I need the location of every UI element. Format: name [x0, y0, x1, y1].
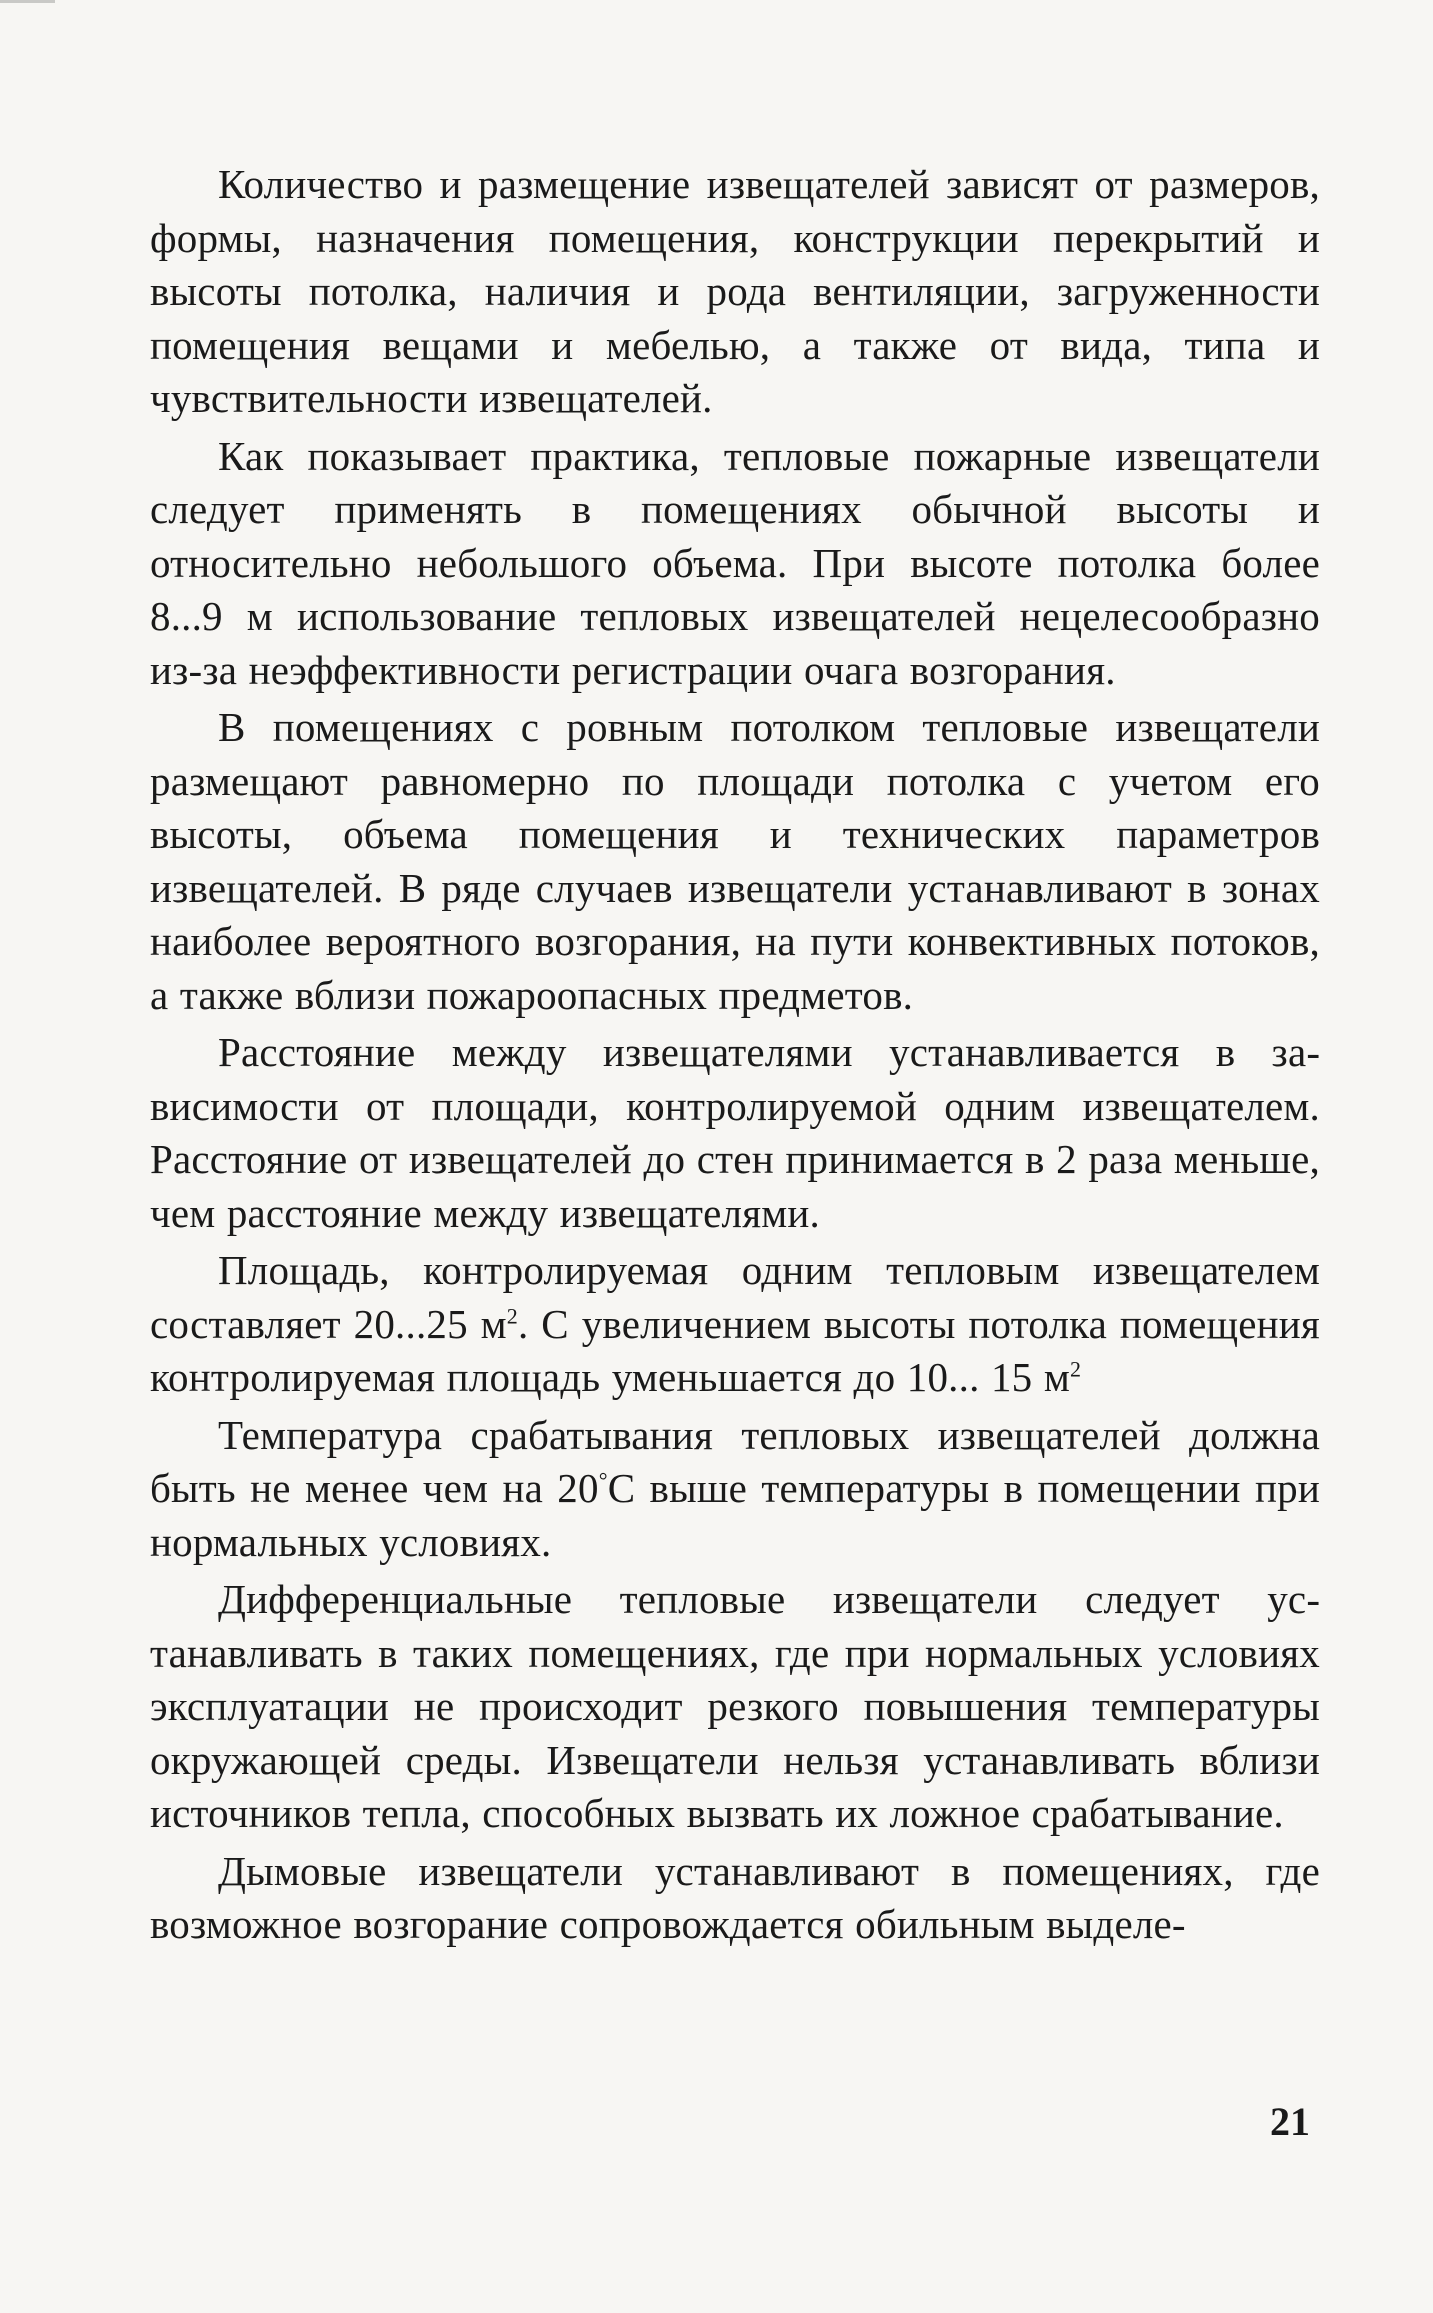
page-body [150, 158, 1320, 1952]
paragraph-detector-placement: Количество и размещение извещателей зависят от размеров, формы, назначения помещения, конструкции перекрытий и высоты потолка, наличия и рода вентиляции, загруженности помещения вещами и мебелью, а также от вида, типа и чувствительности извещателей. [150, 161, 1320, 421]
paragraph-flat-ceiling: В помещениях с ровным потолком тепловые извещатели размещают равномерно по площади потолка с учетом его высоты, объема помещения и технических параметров извещателей. В ряде случаев извещатели устанавливают в зонах наиболее вероятного возгорания, на пути конвективных потоков, а также вблизи пожароопасных предметов. [150, 704, 1320, 1018]
area-superscript-2: 2 [1069, 1356, 1082, 1382]
paragraph-activation-temperature [150, 1409, 1320, 1570]
temperature-degree-sign: ° [598, 1467, 608, 1493]
temperature-text-part1: Температура срабатывания тепловых извещателей должна быть не менее чем на 20 [150, 1411, 1320, 1511]
paragraph-heat-detector-usage: Как показывает практика, тепловые пожарные извещатели следует применять в помещениях обычной высоты и относительно небольшого объема. При высоте потолка более 8...9 м использование тепловых извещателей нецелесообразно из-за неэффективности регистрации очага возгорания. [150, 432, 1320, 693]
temperature-text-part2: С выше температуры в помещении при нормальных условиях. [150, 1465, 1320, 1565]
paragraph-controlled-area [150, 1244, 1320, 1405]
page-number: 21 [1270, 2099, 1310, 2144]
area-text-part2: . С увеличением высоты потолка помещения контролируемая площадь уменьшается до 10... 15 м [150, 1300, 1320, 1400]
paragraph-differential-detectors: Дифференциальные тепловые извещатели следует устанавливать в таких помещениях, где при нормальных условиях эксплуатации не происходит резкого повышения температуры окружающей среды. Извещатели нельзя устанавливать вблизи источников тепла, способных вызвать их ложное срабатывание. [150, 1576, 1320, 1836]
scan-edge-mark [0, 0, 55, 3]
area-text-part1: Площадь, контролируемая одним тепловым извещателем составляет 20...25 м [150, 1247, 1320, 1347]
paragraph-detector-spacing: Расстояние между извещателями устанавливается в зависимости от площади, контролируемой одним извещателем. Расстояние от извещателей до стен принимается в 2 раза меньше, чем расстояние между извещателями. [150, 1029, 1320, 1236]
area-superscript-1: 2 [506, 1302, 518, 1328]
paragraph-smoke-detectors: Дымовые извещатели устанавливают в помещениях, где возможное возгорание сопровождается обильным выделе- [150, 1847, 1320, 1947]
